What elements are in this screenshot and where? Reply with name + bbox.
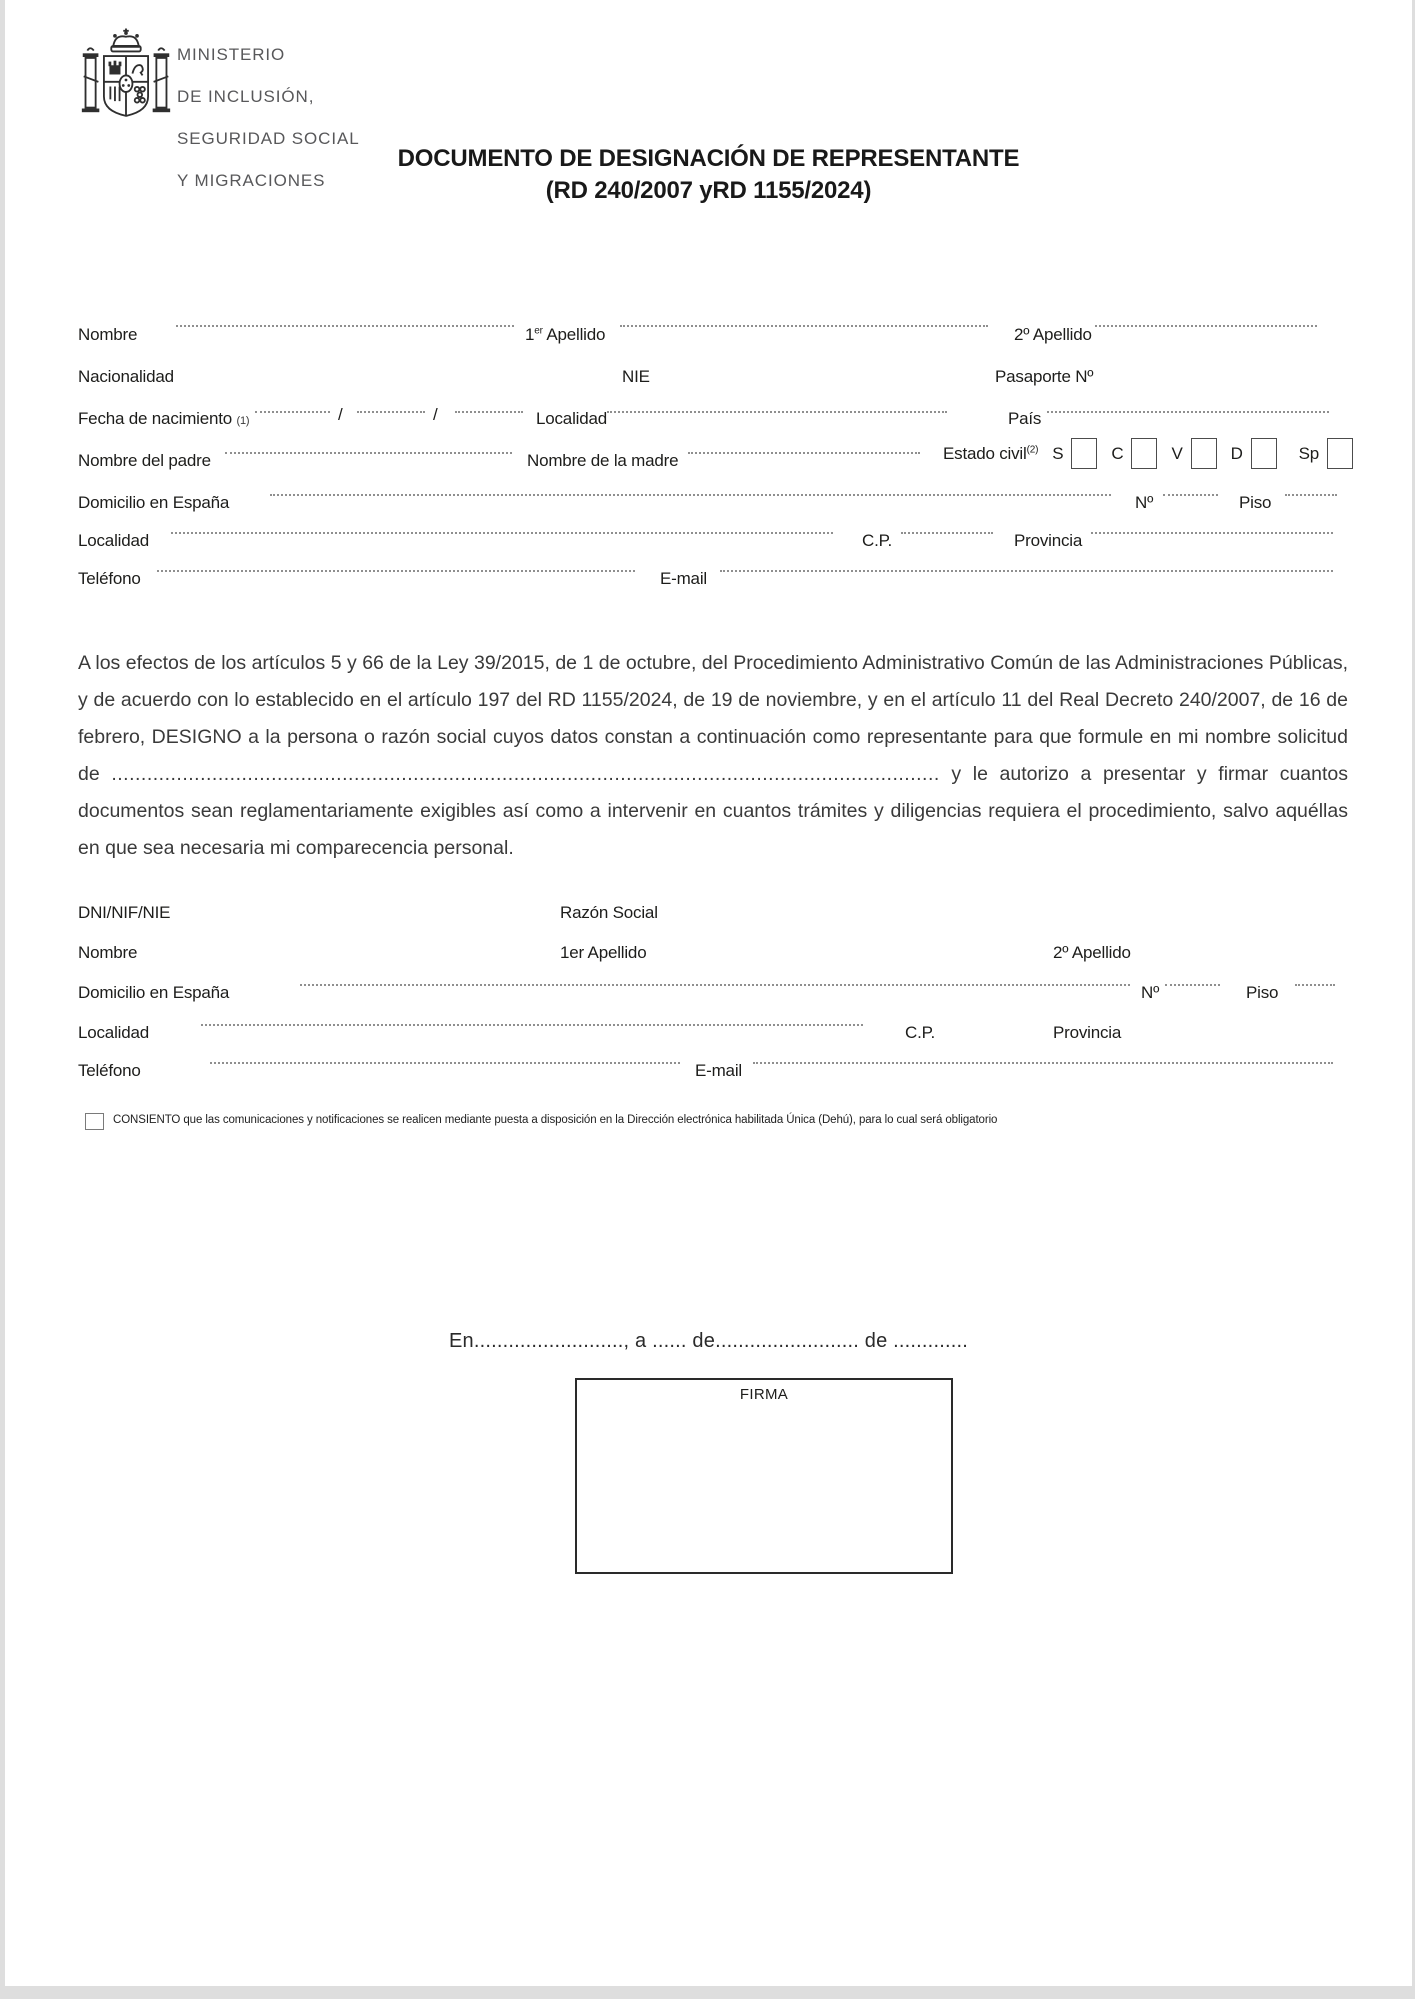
rep-numero-field[interactable] — [1165, 962, 1220, 986]
authorization-text-after: y le autorizo a presentar y firmar cuantos documentos sean reglamentariamente exigibles así como a intervenir en cuantos trámites y diligencias requiera el procedimiento, salvo aquéllas en que sea necesaria mi comparecencia personal. — [78, 763, 1349, 859]
cp-field[interactable] — [901, 510, 993, 534]
estado-civil-note: (2) — [1026, 443, 1039, 455]
rep-cp-label: C.P. — [905, 1023, 936, 1042]
rep-domicilio-label: Domicilio en España — [78, 983, 230, 1002]
authorization-text-before: A los efectos de los artículos 5 y 66 de la Ley 39/2015, de 1 de octubre, del Procedimiento Administrativo Común de las Administraciones Públicas, y de acuerdo con lo establecido en el artículo 197 del RD 1155/2024, de 19 de noviembre, y en el artículo 11 del Real Decreto 240/2007, de 16 de febrero, DESIGNO a la persona o razón social cuyos datos constan a continuación como representante para que formule en mi nombre solicitud de — [78, 652, 1348, 785]
rep-provincia-label: Provincia — [1053, 1023, 1122, 1042]
localidad-label: Localidad — [78, 531, 149, 550]
estado-civil-option-v: V — [1171, 443, 1183, 463]
pais-label: País — [1008, 409, 1042, 428]
firma-label: FIRMA — [739, 1386, 789, 1403]
domicilio-label: Domicilio en España — [78, 493, 230, 512]
fecha-nacimiento-note: (1) — [236, 415, 250, 427]
nie-label: NIE — [622, 367, 650, 386]
pasaporte-label: Pasaporte Nº — [995, 367, 1094, 386]
apellido1-word: Apellido — [542, 325, 606, 344]
estado-civil-checkbox-s[interactable] — [1071, 438, 1097, 469]
fecha-nacimiento-label — [78, 409, 249, 429]
fecha-slash-1: / — [338, 405, 343, 424]
rep-dni-label: DNI/NIF/NIE — [78, 903, 171, 922]
consent-label: CONSIENTO que las comunicaciones y notificaciones se realicen mediante puesta a disposición en la Dirección electrónica habilitada Única (Dehú), para lo cual será obligatorio — [113, 1114, 998, 1126]
ministry-line-1: MINISTERIO — [177, 45, 286, 64]
email-field[interactable] — [720, 548, 1333, 572]
fecha-slash-2: / — [433, 405, 438, 424]
rep-telefono-field[interactable] — [210, 1040, 680, 1064]
authorization-paragraph — [78, 645, 1348, 867]
ministry-logo — [80, 28, 172, 137]
nombre-padre-label: Nombre del padre — [78, 451, 211, 470]
cp-label: C.P. — [862, 531, 893, 550]
estado-civil-label — [943, 444, 1038, 464]
estado-civil-option-s: S — [1052, 443, 1064, 463]
solicitud-blank-field[interactable]: ............................................................................................................................................ — [111, 763, 940, 785]
apellido2-label: 2º Apellido — [1014, 325, 1092, 344]
apellido1-field[interactable] — [620, 303, 988, 327]
rep-piso-field[interactable] — [1295, 962, 1335, 986]
numero-field[interactable] — [1163, 472, 1218, 496]
ministry-line-2: DE INCLUSIÓN, — [177, 87, 315, 106]
rep-nombre-label: Nombre — [78, 943, 138, 962]
localidad-nacimiento-field[interactable] — [607, 389, 947, 413]
apellido1-num: 1 — [525, 325, 535, 344]
estado-civil-checkbox-sp[interactable] — [1327, 438, 1353, 469]
provincia-label: Provincia — [1014, 531, 1083, 550]
email-label: E-mail — [660, 569, 707, 588]
ministry-line-3: SEGURIDAD SOCIAL — [177, 129, 360, 148]
document-title-line2: (RD 240/2007 yRD 1155/2024) — [545, 177, 872, 204]
numero-label: Nº — [1135, 493, 1154, 512]
rep-numero-label: Nº — [1141, 983, 1160, 1002]
rep-email-field[interactable] — [753, 1040, 1333, 1064]
estado-civil-checkbox-v[interactable] — [1191, 438, 1217, 469]
document-title — [5, 143, 1412, 207]
nombre-madre-field[interactable] — [688, 430, 920, 454]
rep-apellido1-label: 1er Apellido — [560, 943, 647, 962]
fecha-anio-field[interactable] — [455, 389, 523, 413]
estado-civil-option-sp: Sp — [1298, 443, 1320, 463]
estado-civil-checkbox-c[interactable] — [1131, 438, 1157, 469]
rep-razon-social-label: Razón Social — [560, 903, 658, 922]
rep-telefono-label: Teléfono — [78, 1061, 141, 1080]
rep-email-label: E-mail — [695, 1061, 742, 1080]
estado-civil-option-d: D — [1230, 443, 1243, 463]
rep-piso-label: Piso — [1246, 983, 1279, 1002]
rep-localidad-label: Localidad — [78, 1023, 149, 1042]
nacionalidad-label: Nacionalidad — [78, 367, 174, 386]
document-title-line1: DOCUMENTO DE DESIGNACIÓN DE REPRESENTANTE — [397, 145, 1020, 172]
nombre-padre-field[interactable] — [225, 430, 512, 454]
domicilio-field[interactable] — [270, 472, 1111, 496]
estado-civil-option-c: C — [1111, 443, 1124, 463]
fecha-dia-field[interactable] — [255, 389, 330, 413]
fecha-mes-field[interactable] — [357, 389, 425, 413]
fecha-nacimiento-text: Fecha de nacimiento — [78, 409, 233, 428]
apellido2-field[interactable] — [1095, 303, 1317, 327]
apellido1-label — [525, 325, 605, 345]
localidad-field[interactable] — [171, 510, 833, 534]
nombre-madre-label: Nombre de la madre — [527, 451, 679, 470]
place-date-line[interactable]: En.........................., a ...... de......................... de ............. — [449, 1330, 968, 1352]
rep-apellido2-label: 2º Apellido — [1053, 943, 1131, 962]
rep-domicilio-field[interactable] — [300, 962, 1130, 986]
localidad-nacimiento-label: Localidad — [536, 409, 607, 428]
nombre-label: Nombre — [78, 325, 138, 344]
form-page — [5, 0, 1412, 1986]
piso-field[interactable] — [1285, 472, 1337, 496]
spanish-coat-of-arms-icon — [80, 28, 172, 132]
ministry-line-4: Y MIGRACIONES — [177, 171, 326, 190]
estado-civil-checkbox-d[interactable] — [1251, 438, 1277, 469]
nombre-field[interactable] — [176, 303, 514, 327]
estado-civil-group — [943, 438, 1353, 469]
apellido1-sup: er — [534, 325, 543, 337]
provincia-field[interactable] — [1091, 510, 1333, 534]
estado-civil-text: Estado civil — [943, 443, 1027, 463]
telefono-label: Teléfono — [78, 569, 141, 588]
consent-checkbox[interactable] — [85, 1113, 104, 1130]
piso-label: Piso — [1239, 493, 1272, 512]
signature-box[interactable] — [575, 1378, 953, 1574]
rep-localidad-field[interactable] — [201, 1002, 863, 1026]
pais-field[interactable] — [1047, 389, 1329, 413]
telefono-field[interactable] — [157, 548, 635, 572]
